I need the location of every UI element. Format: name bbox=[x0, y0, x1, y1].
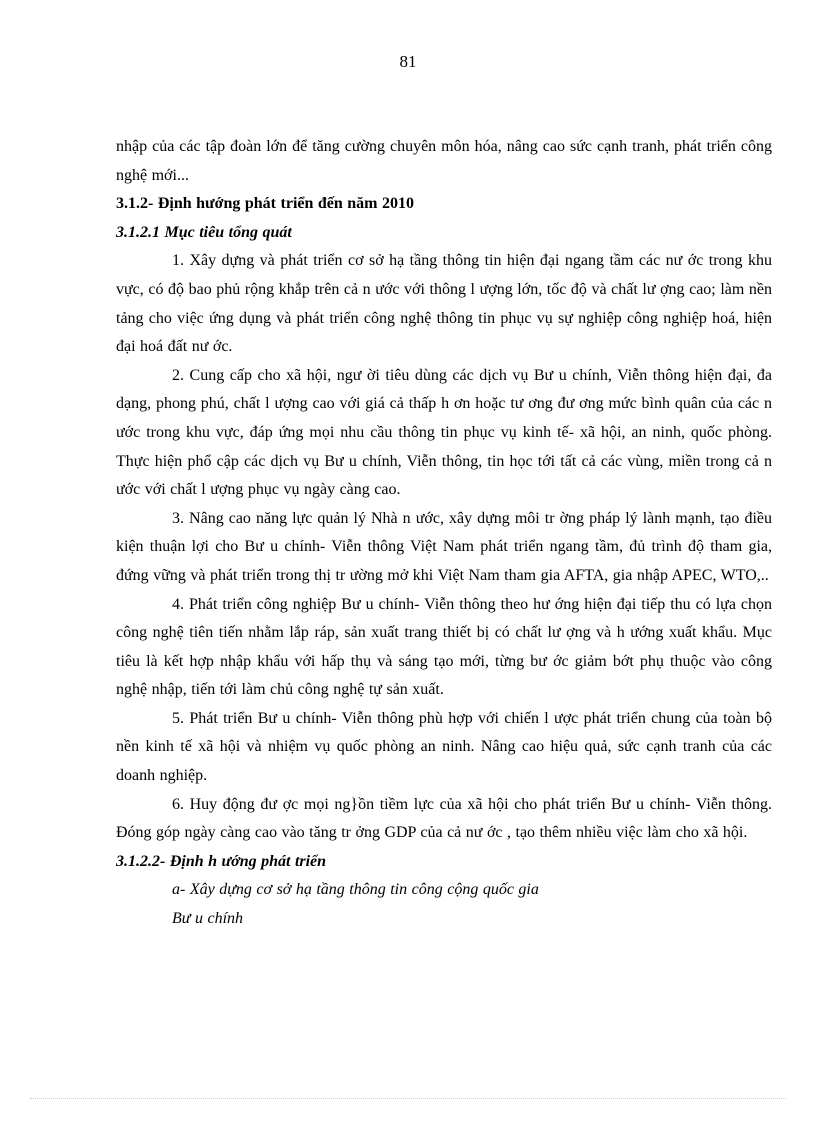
paragraph-objective-2: 2. Cung cấp cho xã hội, ngư ời tiêu dùng các dịch vụ Bư u chính, Viễn thông hiện đại, đa dạng, phong phú, chất l ượng cao với giá cả thấp h ơn hoặc tư ơng đư ơng mức bình quân của các n ước trong khu vực, đáp ứng mọi nhu cầu thông tin phục vụ kinh tế- xã hội, an ninh, quốc phòng. Thực hiện phổ cập các dịch vụ Bư u chính, Viễn thông, tin học tới tất cả các vùng, miền trong cả n ước với chất l ượng phục vụ ngày càng cao. bbox=[116, 366, 772, 499]
page-bottom-divider bbox=[30, 1098, 786, 1099]
paragraph-objective-1: 1. Xây dựng và phát triển cơ sở hạ tầng thông tin hiện đại ngang tầm các nư ớc trong khu vực, có độ bao phủ rộng khắp trên cả n ước với thông l ượng lớn, tốc độ và chất lư ợng cao; làm nền tảng cho việc ứng dụng và phát triển công nghệ thông tin phục vụ sự nghiệp công nghiệp hoá, hiện đại hoá đất nư ớc. bbox=[116, 252, 772, 356]
paragraph-objective-5: 5. Phát triển Bư u chính- Viễn thông phù hợp với chiến l ược phát triển chung của toàn bộ nền kinh tế xã hội và nhiệm vụ quốc phòng an ninh. Nâng cao hiệu quả, sức cạnh tranh của các doanh nghiệp. bbox=[116, 709, 772, 785]
paragraph-objective-3: 3. Nâng cao năng lực quản lý Nhà n ước, xây dựng môi tr ờng pháp lý lành mạnh, tạo điều kiện thuận lợi cho Bư u chính- Viễn thông Việt Nam phát triển ngang tầm, đủ trình độ tham gia, đứng vững và phát triển trong thị tr ường mở khi Việt Nam tham gia AFTA, gia nhập APEC, WTO,.. bbox=[116, 509, 772, 584]
paragraph-continuation: nhập của các tập đoàn lớn để tăng cường chuyên môn hóa, nâng cao sức cạnh tranh, phát triển công nghệ mới... bbox=[116, 138, 772, 184]
paragraph-objective-4: 4. Phát triển công nghiệp Bư u chính- Viễn thông theo hư ớng hiện đại tiếp thu có lựa chọn công nghệ tiên tiến nhằm lắp ráp, sản xuất trang thiết bị có chất lư ợng và h ướng xuất khẩu. Mục tiêu là kết hợp nhập khẩu với hấp thụ và sáng tạo mới, từng bư ớc giảm bớt phụ thuộc vào công nghệ nhập, tiến tới làm chủ công nghệ tự sản xuất. bbox=[116, 595, 772, 699]
subsection-heading-2: 3.1.2.2- Định h ướng phát triển bbox=[116, 852, 327, 870]
section-heading: 3.1.2- Định hướng phát triển đến năm 2010 bbox=[116, 195, 415, 213]
document-body bbox=[116, 133, 772, 934]
page-number: 81 bbox=[399, 52, 417, 71]
sub-item-heading: a- Xây dựng cơ sở hạ tầng thông tin công cộng quốc gia bbox=[172, 881, 539, 899]
paragraph-objective-6: 6. Huy động đư ợc mọi ng}ồn tiềm lực của xã hội cho phát triển Bư u chính- Viễn thông. Đóng góp ngày càng cao vào tăng tr ởng GDP của cả nư ớc , tạo thêm nhiều việc làm cho xã hội. bbox=[116, 795, 772, 842]
sub-item-postal: Bư u chính bbox=[172, 910, 244, 928]
subsection-heading: 3.1.2.1 Mục tiêu tổng quát bbox=[116, 223, 292, 241]
